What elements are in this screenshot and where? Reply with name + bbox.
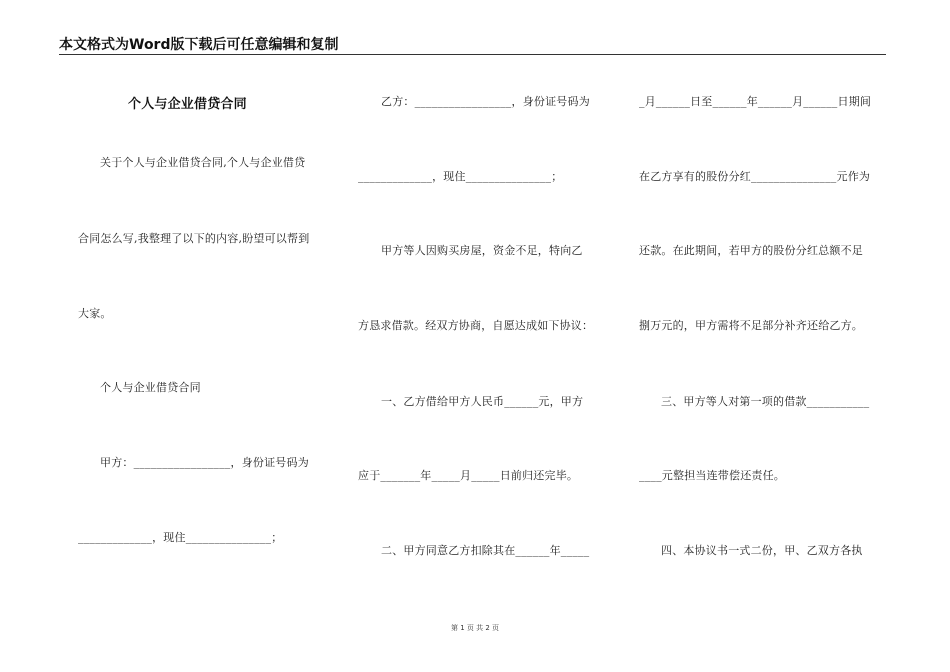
header-divider (59, 54, 886, 55)
paragraph-line: 应于_______年_____月_____日前归还完毕。 (358, 469, 579, 482)
paragraph-line: ____元整担当连带偿还责任。 (639, 469, 785, 482)
page-number: 第 1 页 共 2 页 (450, 624, 500, 632)
paragraph-line: _月______日至______年______月______日期间 (639, 95, 872, 108)
paragraph-line: _____________，现住_______________； (78, 531, 283, 544)
paragraph-line: 四、本协议书一式二份，甲、乙双方各执 (661, 544, 863, 557)
paragraph-line: 在乙方享有的股份分红_______________元作为 (639, 170, 871, 183)
document-header: 本文格式为Word版下载后可任意编辑和复制 (59, 37, 339, 53)
paragraph-line: _____________，现住_______________； (358, 170, 563, 183)
paragraph-line: 一、乙方借给甲方人民币______元，甲方 (381, 395, 584, 408)
paragraph-line: 甲方等人因购买房屋，资金不足，特向乙 (381, 244, 583, 257)
paragraph-line: 乙方：_________________，身份证号码为 (381, 95, 590, 108)
paragraph-line: 还款。在此期间，若甲方的股份分红总额不足 (639, 244, 863, 257)
paragraph-line: 三、甲方等人对第一项的借款___________ (661, 395, 870, 408)
paragraph-line: 大家。 (78, 307, 112, 320)
paragraph-line: 甲方：_________________，身份证号码为 (100, 456, 309, 469)
paragraph-line: 二、甲方同意乙方扣除其在______年_____ (381, 544, 590, 557)
paragraph-line: 合同怎么写,我整理了以下的内容,盼望可以帮到 (78, 232, 310, 245)
contract-title: 个人与企业借贷合同 (128, 97, 247, 112)
paragraph-line: 捌万元的，甲方需将不足部分补齐还给乙方。 (639, 319, 863, 332)
paragraph-line: 个人与企业借贷合同 (100, 381, 201, 394)
paragraph-line: 关于个人与企业借贷合同,个人与企业借贷 (100, 156, 306, 169)
paragraph-line: 方恳求借款。经双方协商，自愿达成如下协议： (358, 319, 594, 332)
